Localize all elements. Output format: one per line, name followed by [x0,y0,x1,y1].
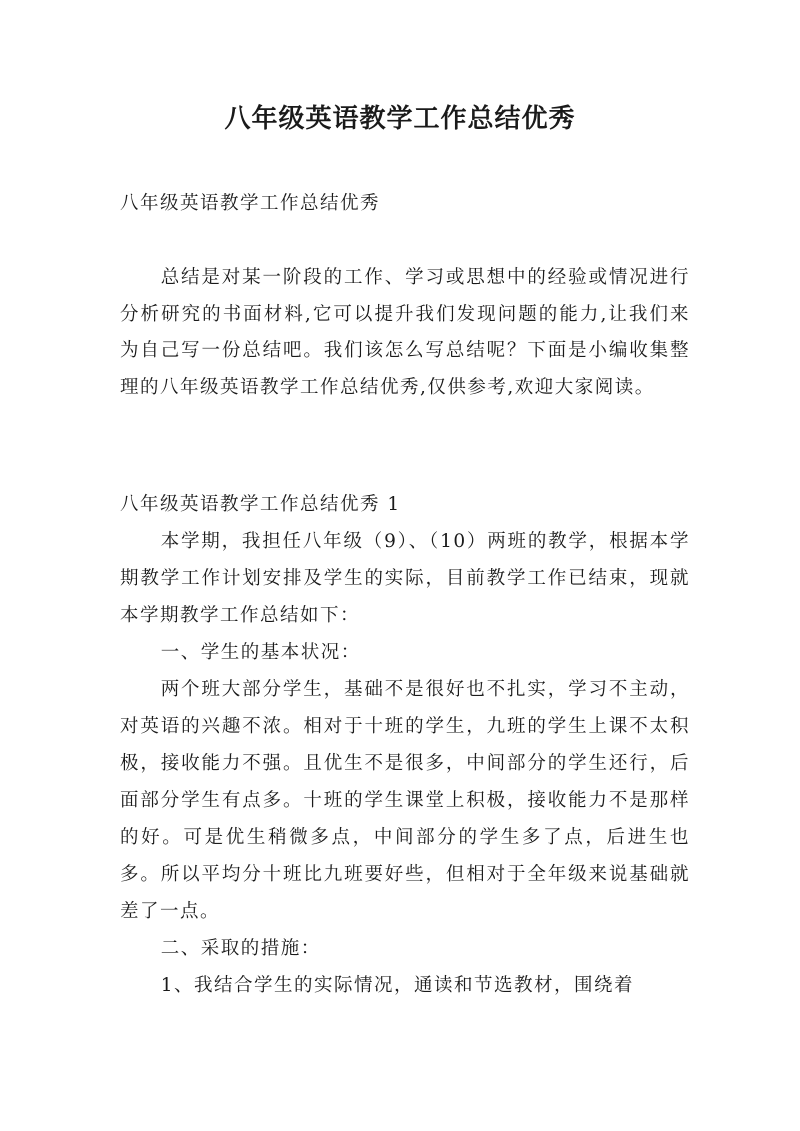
paragraph: 本学期，我担任八年级（9）、（10）两班的教学，根据本学期教学工作计划安排及学生的实际，目前教学工作已结束，现就本学期教学工作总结如下： [120,531,690,626]
subheading: 一、学生的基本状况： [160,642,361,663]
section-heading: 八年级英语教学工作总结优秀 1 [120,494,401,515]
subheading: 二、采取的措施： [160,938,321,959]
document-subtitle: 八年级英语教学工作总结优秀 [120,193,381,214]
section-body [120,523,690,1004]
document-title: 八年级英语教学工作总结优秀 [224,104,576,134]
paragraph: 1、我结合学生的实际情况，通读和节选教材，围绕着 [160,975,634,996]
intro-paragraph: 总结是对某一阶段的工作、学习或思想中的经验或情况进行分析研究的书面材料,它可以提升我们发现问题的能力,让我们来为自己写一份总结吧。我们该怎么写总结呢？下面是小编收集整理的八年级英语教学工作总结优秀,仅供参考,欢迎大家阅读。 [120,267,690,398]
paragraph: 两个班大部分学生，基础不是很好也不扎实，学习不主动，对英语的兴趣不浓。相对于十班的学生，九班的学生上课不太积极，接收能力不强。且优生不是很多，中间部分的学生还行，后面部分学生有点多。十班的学生课堂上积极，接收能力不是那样的好。可是优生稍微多点，中间部分的学生多了点，后进生也多。所以平均分十班比九班要好些，但相对于全年级来说基础就差了一点。 [120,679,690,922]
